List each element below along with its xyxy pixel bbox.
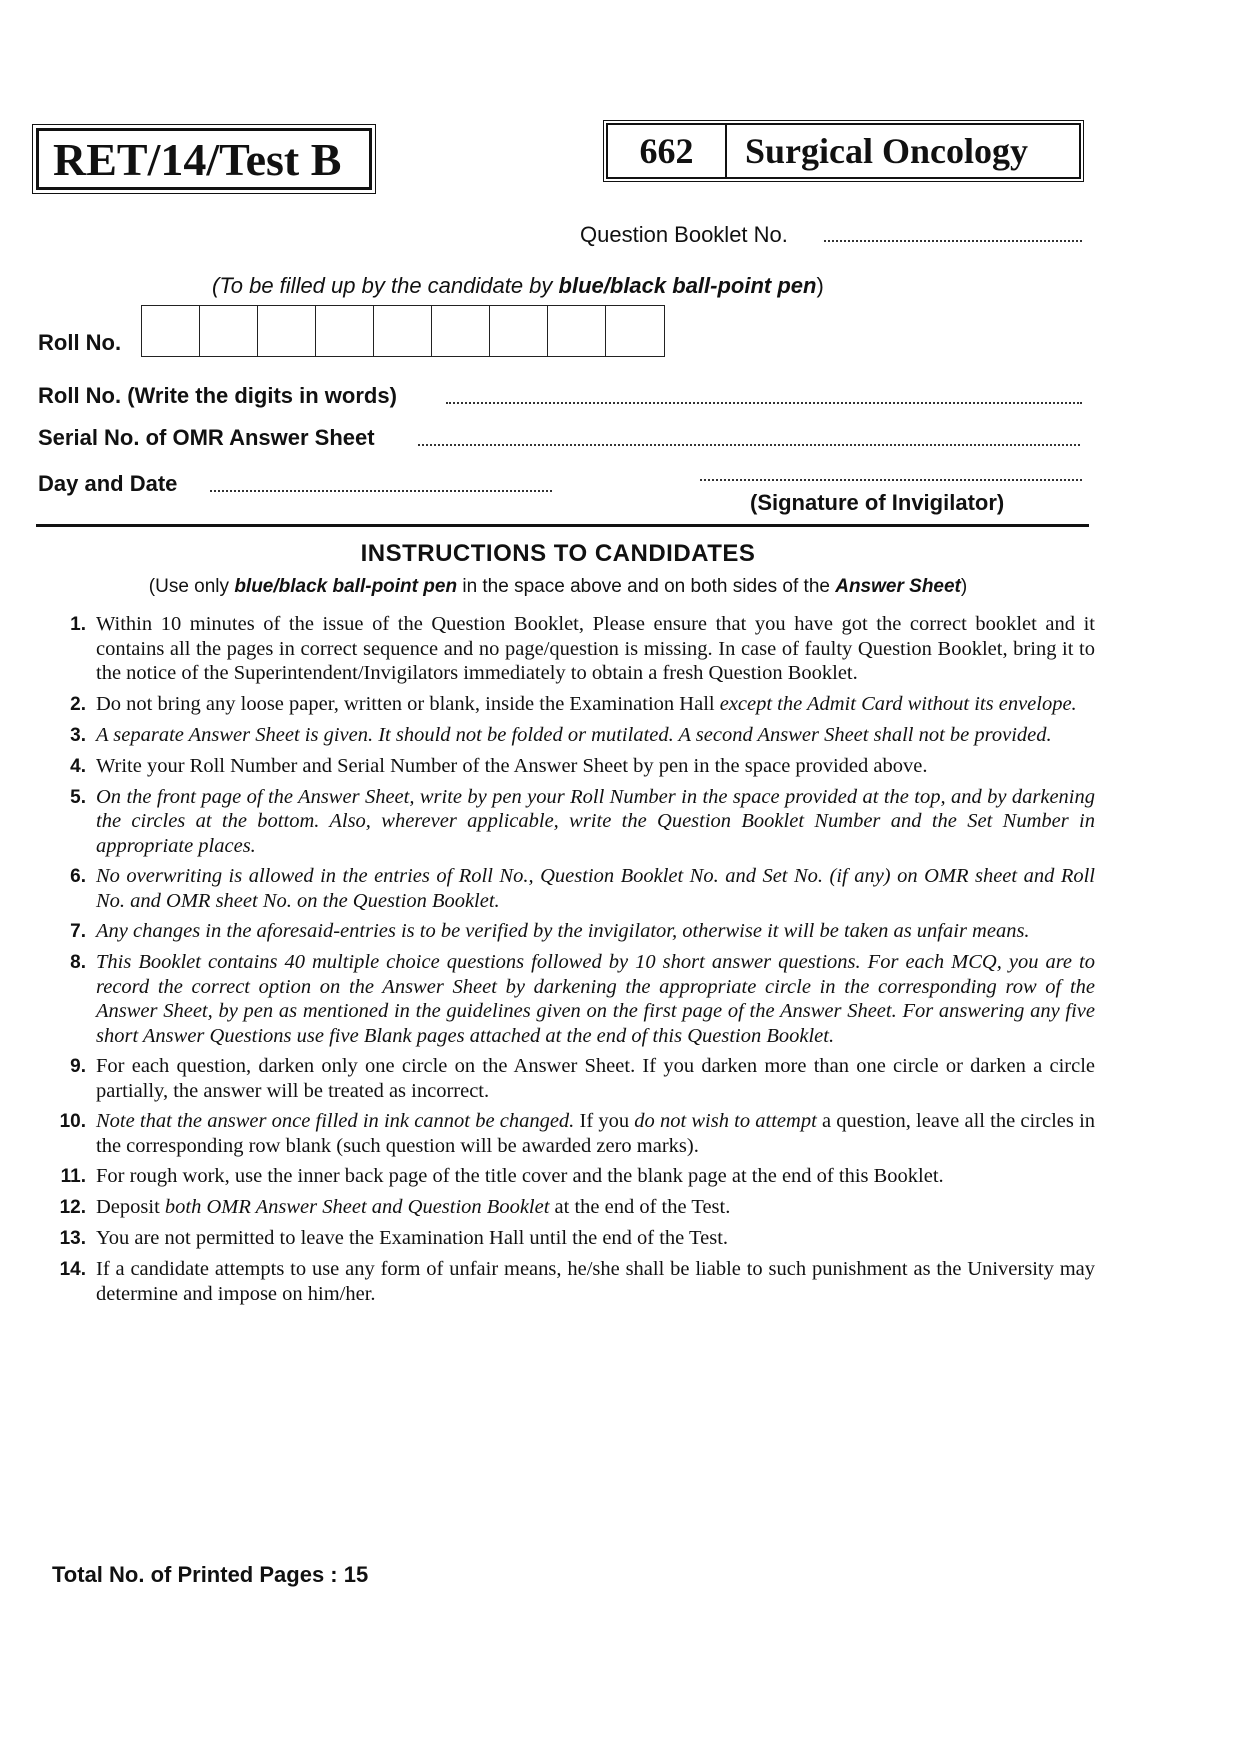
instruction-text [96,919,1095,944]
instruction-text-part: except the Admit Card without its envelope. [719,692,1077,715]
test-code: RET/14/Test B [53,133,342,185]
instruction-text-part: a question, leave all the circles in the corresponding row blank (such question will be awarded zero marks). [96,1110,1096,1157]
instruction-text-part: Deposit [96,1196,165,1218]
instruction-number: 7. [70,921,86,942]
instruction-number: 11. [60,1166,86,1187]
instruction-text-part: On the front page of the Answer Sheet, write by pen your Roll Number in the space provided at the top, and by darkening the circles at the bottom. Also, wherever applicable, write the Question Booklet Number and the Set Number in appropriate places. [96,785,1095,857]
day-date-label: Day and Date [38,471,178,496]
day-date-field[interactable] [210,490,552,492]
fill-note-suffix: ) [816,273,824,298]
instruction-text-part: For rough work, use the inner back page of the title cover and the blank page at the end of this Booklet. [96,1165,944,1187]
question-booklet-no-label: Question Booklet No. [580,222,788,247]
question-booklet-no-field[interactable] [824,240,1082,242]
instruction-item [40,723,1095,748]
instruction-text-part: If you [574,1110,635,1132]
instruction-item [40,1257,1095,1306]
instruction-item [40,950,1095,1048]
instruction-text [96,754,1095,779]
instruction-text-part: Within 10 minutes of the issue of the Question Booklet, Please ensure that you have got the correct booklet and it contains all the pages in correct sequence and no page/question is missing. In case of faulty Question Booklet, bring it to the notice of the Superintendent/Invigilators immediately to obtain a fresh Question Booklet. [96,613,1095,684]
instruction-item [40,864,1095,913]
instruction-text [96,692,1095,717]
roll-no-label: Roll No. [38,330,122,355]
instruction-item [40,1164,1095,1189]
instruction-text [96,1195,1095,1220]
instruction-text [96,1226,1095,1251]
instruction-item [40,612,1095,686]
instructions-list [40,612,1095,1312]
roll-no-digit-box[interactable] [258,306,316,356]
test-code-box [36,128,372,190]
roll-no-digit-box[interactable] [200,306,258,356]
instruction-number: 4. [70,755,86,777]
instruction-number: 12. [59,1197,86,1218]
subtitle-suffix: ) [960,576,968,597]
instruction-number: 3. [70,724,86,746]
roll-no-digit-box[interactable] [548,306,606,356]
instruction-number: 8. [70,952,86,973]
subtitle-prefix: (Use only [148,576,235,597]
roll-no-digit-box[interactable] [374,306,432,356]
instruction-text-part: Do not bring any loose paper, written or blank, inside the Examination Hall [96,692,720,715]
instruction-text-part: A separate Answer Sheet is given. It should not be folded or mutilated. A second Answer Sheet shall not be provided. [96,723,1052,746]
roll-no-boxes[interactable] [141,305,665,357]
instruction-text-part: For each question, darken only one circle on the Answer Sheet. If you darken more than one circle or darken a circle partially, the answer will be treated as incorrect. [96,1055,1095,1102]
fill-note [212,273,824,299]
instruction-number: 9. [70,1056,86,1077]
omr-serial-label: Serial No. of OMR Answer Sheet [38,425,375,450]
instruction-number: 13. [59,1228,86,1249]
subtitle-bold: blue/black ball-point pen [234,576,458,597]
instruction-text [96,785,1095,859]
instruction-item [40,1054,1095,1103]
roll-no-digit-box[interactable] [432,306,490,356]
instruction-text-part: No overwriting is allowed in the entries of Roll No., Question Booklet No. and Set No. (if any) on OMR sheet and Roll No. and OMR sheet No. on the Question Booklet. [96,865,1095,912]
instruction-item [40,692,1095,717]
invigilator-signature-field[interactable] [700,479,1082,481]
instruction-number: 10. [59,1111,86,1132]
roll-no-words-field[interactable] [446,402,1082,404]
subtitle-middle: in the space above and on both sides of the [457,576,836,597]
roll-no-words-label: Roll No. (Write the digits in words) [38,383,397,408]
instruction-text-part: Write your Roll Number and Serial Number of the Answer Sheet by pen in the space provided above. [96,754,928,777]
subject-code: 662 [608,125,727,177]
instruction-number: 5. [70,786,86,808]
instruction-text-part: Note that the answer once filled in ink cannot be changed. [96,1110,575,1132]
instruction-item [40,919,1095,944]
instruction-item [40,1226,1095,1251]
instruction-item [40,785,1095,859]
roll-no-digit-box[interactable] [316,306,374,356]
instructions-title: INSTRUCTIONS TO CANDIDATES [360,540,756,567]
roll-no-digit-box[interactable] [606,306,664,356]
invigilator-signature-label: (Signature of Invigilator) [750,490,1005,515]
roll-no-digit-box[interactable] [490,306,548,356]
instruction-text-part: at the end of the Test. [549,1196,731,1218]
subtitle-bold2: Answer Sheet [835,576,961,597]
roll-no-digit-box[interactable] [142,306,200,356]
instruction-number: 1. [70,614,86,635]
omr-serial-field[interactable] [418,444,1080,446]
instruction-text [96,1164,1095,1189]
instruction-text-part: do not wish to attempt [634,1110,817,1132]
instruction-text-part: If a candidate attempts to use any form of unfair means, he/she shall be liable to such punishment as the University may determine and impose on him/her. [96,1258,1095,1305]
instruction-text [96,864,1095,913]
instruction-text [96,723,1095,748]
instruction-number: 6. [70,866,86,887]
subject-name: Surgical Oncology [745,131,1029,171]
instruction-text [96,950,1095,1048]
instruction-item [40,1195,1095,1220]
subject-box [606,123,1081,179]
instruction-item [40,1109,1095,1158]
instruction-text [96,1257,1095,1306]
instruction-text [96,1054,1095,1103]
instruction-text-part: both OMR Answer Sheet and Question Booklet [164,1196,550,1218]
printed-pages-count: Total No. of Printed Pages : 15 [52,1562,369,1587]
instruction-number: 14. [59,1259,86,1280]
instruction-text-part: This Booklet contains 40 multiple choice questions followed by 10 short answer questions. For each MCQ, you are to record the correct option on the Answer Sheet by darkening the appropriate circle in the corresponding row of the Answer Sheet, by pen as mentioned in the guidelines given on the first page of the Answer Sheet. For answering any five short Answer Questions use five Blank pages attached at the end of this Question Booklet. [96,951,1095,1047]
instruction-text [96,612,1095,686]
header-divider [36,524,1089,527]
instructions-subtitle [0,576,1116,598]
instruction-text-part: You are not permitted to leave the Examination Hall until the end of the Test. [96,1227,729,1249]
instruction-number: 2. [70,693,86,715]
instruction-item [40,754,1095,779]
instruction-text-part: Any changes in the aforesaid-entries is to be verified by the invigilator, otherwise it will be taken as unfair means. [96,920,1030,942]
instruction-text [96,1109,1095,1158]
fill-note-prefix: (To be filled up by the candidate by [212,273,559,298]
fill-note-bold: blue/black ball-point pen [558,273,817,298]
